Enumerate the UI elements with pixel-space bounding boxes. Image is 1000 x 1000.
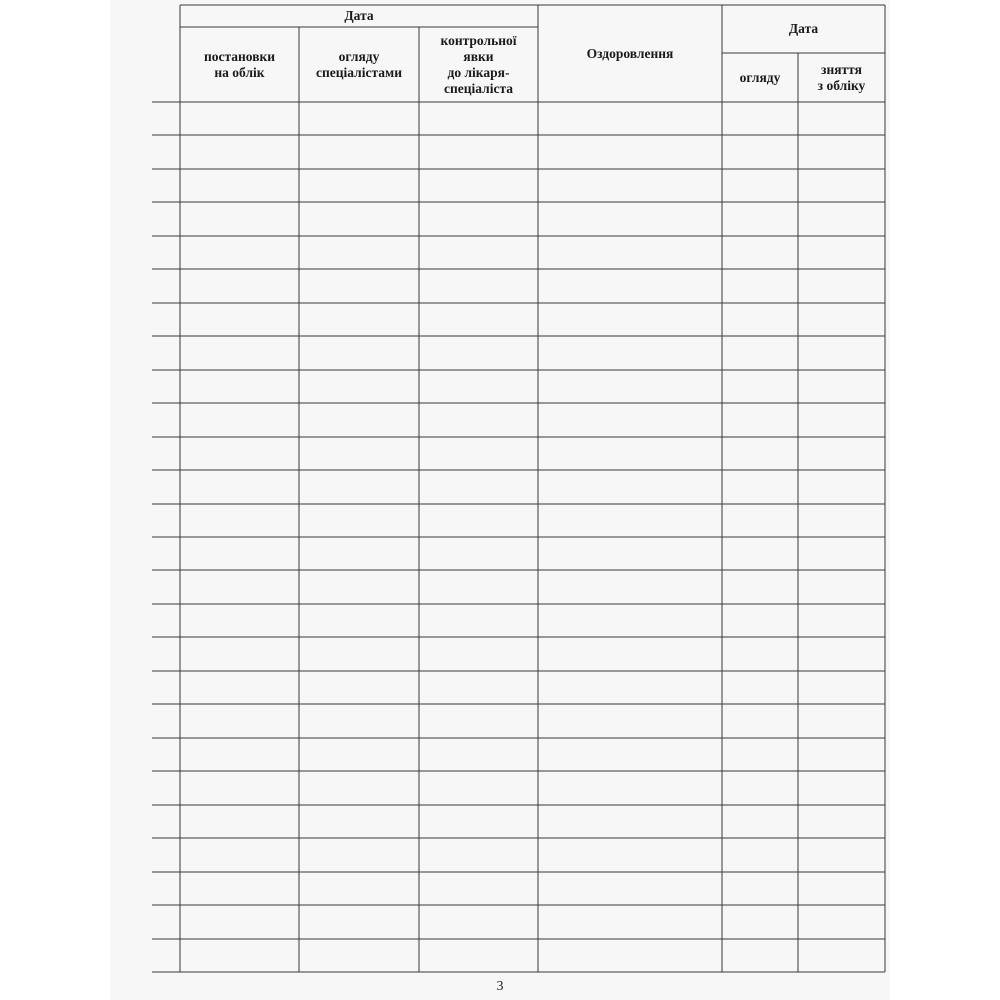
header-specialist-exam-date: огляду спеціалістами (316, 48, 402, 80)
table-column-lines (180, 5, 885, 972)
header-exam-date: огляду (739, 69, 781, 85)
header-group-date-left: Дата (344, 8, 374, 23)
header-deregistration-date: зняття з обліку (817, 61, 866, 93)
table-row-lines (152, 5, 885, 972)
header-group-date-right: Дата (788, 21, 819, 36)
header-control-visit-date: контрольної явки до лікаря- спеціаліста (440, 32, 517, 96)
page-number: 3 (496, 979, 504, 994)
header-registration-date: постановки на облік (203, 48, 276, 80)
header-recovery: Оздоровлення (586, 45, 674, 61)
